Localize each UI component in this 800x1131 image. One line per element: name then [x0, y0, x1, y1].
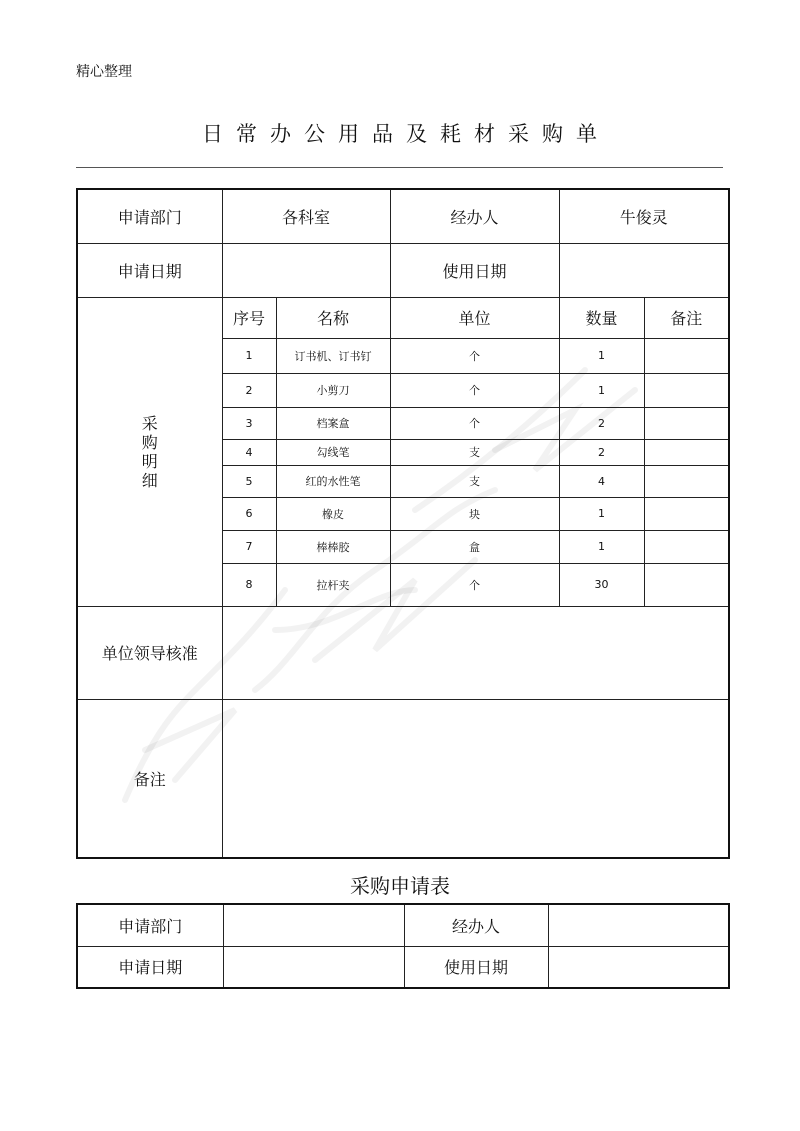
- approval-label: 单位领导核准: [77, 606, 222, 699]
- item-remark[interactable]: [644, 439, 729, 465]
- item-qty[interactable]: 30: [559, 563, 644, 606]
- handler-value[interactable]: 牛俊灵: [559, 189, 729, 243]
- col-header-name: 名称: [276, 297, 390, 338]
- req-handler-value[interactable]: [548, 904, 729, 946]
- item-qty[interactable]: 1: [559, 530, 644, 563]
- apply-date-value[interactable]: [222, 243, 390, 297]
- req-dept-value[interactable]: [223, 904, 404, 946]
- item-seq: 8: [222, 563, 276, 606]
- item-name[interactable]: 小剪刀: [276, 373, 390, 407]
- item-remark[interactable]: [644, 563, 729, 606]
- req-apply-date-value[interactable]: [223, 946, 404, 988]
- item-remark[interactable]: [644, 407, 729, 439]
- header-note: 精心整理: [76, 64, 132, 80]
- item-seq: 7: [222, 530, 276, 563]
- item-seq: 3: [222, 407, 276, 439]
- req-dept-label: 申请部门: [77, 904, 223, 946]
- item-remark[interactable]: [644, 530, 729, 563]
- item-unit[interactable]: 支: [390, 465, 559, 497]
- item-seq: 4: [222, 439, 276, 465]
- item-remark[interactable]: [644, 373, 729, 407]
- item-seq: 5: [222, 465, 276, 497]
- purchase-detail-label: 采 购 明 细: [77, 297, 222, 606]
- item-qty[interactable]: 2: [559, 439, 644, 465]
- item-seq: 1: [222, 338, 276, 373]
- item-unit[interactable]: 个: [390, 338, 559, 373]
- item-name[interactable]: 红的水性笔: [276, 465, 390, 497]
- item-qty[interactable]: 1: [559, 338, 644, 373]
- item-unit[interactable]: 盒: [390, 530, 559, 563]
- approval-row: [77, 606, 729, 699]
- item-qty[interactable]: 2: [559, 407, 644, 439]
- items-header-row: [77, 297, 729, 338]
- remarks-value[interactable]: [222, 699, 729, 858]
- item-remark[interactable]: [644, 465, 729, 497]
- item-remark[interactable]: [644, 497, 729, 530]
- purchase-order-table: [76, 188, 730, 859]
- item-name[interactable]: 棒棒胶: [276, 530, 390, 563]
- req-apply-date-label: 申请日期: [77, 946, 223, 988]
- item-name[interactable]: 订书机、订书钉: [276, 338, 390, 373]
- item-unit[interactable]: 个: [390, 563, 559, 606]
- remarks-label: 备注: [77, 699, 222, 858]
- remarks-row: [77, 699, 729, 858]
- document-title: 日常办公用品及耗材采购单: [202, 122, 610, 146]
- title-divider: [76, 167, 723, 168]
- item-name[interactable]: 勾线笔: [276, 439, 390, 465]
- item-name[interactable]: 拉杆夹: [276, 563, 390, 606]
- dept-value[interactable]: 各科室: [222, 189, 390, 243]
- item-qty[interactable]: 1: [559, 373, 644, 407]
- handler-label: 经办人: [390, 189, 559, 243]
- req-date-row: [77, 946, 729, 988]
- use-date-label: 使用日期: [390, 243, 559, 297]
- purchase-request-table: [76, 903, 730, 989]
- col-header-remark: 备注: [644, 297, 729, 338]
- use-date-value[interactable]: [559, 243, 729, 297]
- apply-date-label: 申请日期: [77, 243, 222, 297]
- item-unit[interactable]: 支: [390, 439, 559, 465]
- item-qty[interactable]: 1: [559, 497, 644, 530]
- req-use-date-label: 使用日期: [404, 946, 548, 988]
- item-name[interactable]: 橡皮: [276, 497, 390, 530]
- item-qty[interactable]: 4: [559, 465, 644, 497]
- item-unit[interactable]: 个: [390, 407, 559, 439]
- approval-value[interactable]: [222, 606, 729, 699]
- item-name[interactable]: 档案盒: [276, 407, 390, 439]
- col-header-seq: 序号: [222, 297, 276, 338]
- col-header-qty: 数量: [559, 297, 644, 338]
- item-unit[interactable]: 块: [390, 497, 559, 530]
- req-dept-row: [77, 904, 729, 946]
- request-form-title: 采购申请表: [350, 874, 450, 898]
- req-use-date-value[interactable]: [548, 946, 729, 988]
- item-seq: 2: [222, 373, 276, 407]
- date-row: [77, 243, 729, 297]
- dept-label: 申请部门: [77, 189, 222, 243]
- col-header-unit: 单位: [390, 297, 559, 338]
- req-handler-label: 经办人: [404, 904, 548, 946]
- item-remark[interactable]: [644, 338, 729, 373]
- item-unit[interactable]: 个: [390, 373, 559, 407]
- dept-row: [77, 189, 729, 243]
- item-seq: 6: [222, 497, 276, 530]
